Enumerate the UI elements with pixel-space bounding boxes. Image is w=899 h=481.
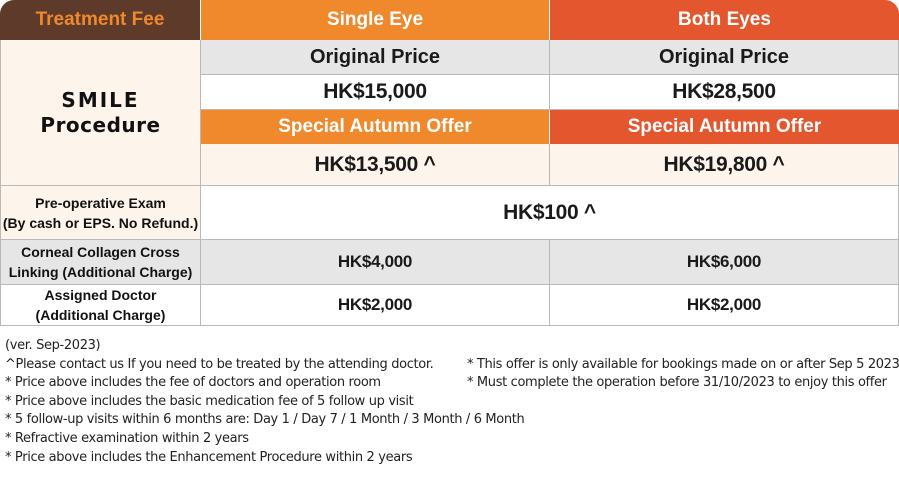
cross-linking-both	[550, 240, 899, 285]
footnote-line: * Price above includes the fee of doctors and operation room	[5, 375, 381, 391]
header-single-eye	[201, 0, 550, 40]
smile-procedure-cell	[0, 40, 201, 186]
offer-price-both-value: HK$19,800 ^	[663, 152, 785, 176]
cross-linking-single-value: HK$4,000	[337, 252, 413, 271]
procedure-title: Procedure	[40, 112, 161, 137]
header-treatment-fee	[0, 0, 201, 40]
assigned-doctor-label-line2: (Additional Charge)	[35, 307, 166, 323]
special-offer-label-single-text: Special Autumn Offer	[278, 116, 472, 137]
assigned-doctor-single	[201, 285, 550, 326]
footnote-line: ^Please contact us If you need to be treated by the attending doctor.	[5, 356, 434, 372]
header-both-eyes-label: Both Eyes	[678, 9, 771, 30]
cross-linking-label-line2: Linking (Additional Charge)	[8, 264, 193, 280]
offer-note-line: * This offer is only available for bookings made on or after Sep 5 2023	[467, 356, 899, 372]
special-offer-label-single	[201, 110, 550, 144]
offer-price-both	[550, 144, 899, 186]
assigned-doctor-single-value: HK$2,000	[337, 295, 413, 314]
cross-linking-label-line1: Corneal Collagen Cross	[21, 244, 180, 260]
original-price-label-both-text: Original Price	[658, 45, 790, 68]
footnotes-left	[5, 337, 524, 467]
assigned-doctor-both-value: HK$2,000	[686, 295, 762, 314]
special-offer-label-both-text: Special Autumn Offer	[627, 116, 822, 137]
original-price-label-single-text: Original Price	[309, 45, 441, 68]
assigned-doctor-label-line1: Assigned Doctor	[44, 287, 157, 303]
footnote-line: * Refractive examination within 2 years	[5, 430, 249, 446]
footnote-line: * 5 follow-up visits within 6 months are: Day 1 / Day 7 / 1 Month / 3 Month / 6 Month	[5, 412, 525, 428]
pre-op-exam-label-cell	[0, 186, 201, 240]
smile-title: SMILE	[61, 87, 140, 112]
original-price-both-value: HK$28,500	[672, 80, 776, 103]
footnotes-right	[467, 356, 899, 393]
special-offer-label-both	[550, 110, 899, 144]
header-single-eye-label: Single Eye	[326, 9, 424, 30]
assigned-doctor-both	[550, 285, 899, 326]
cross-linking-label-cell	[0, 240, 201, 285]
assigned-doctor-label-cell	[0, 285, 201, 326]
offer-price-single-value: HK$13,500 ^	[314, 152, 436, 176]
original-price-single-value: HK$15,000	[323, 80, 427, 103]
footnote-line: * Price above includes the basic medication fee of 5 follow up visit	[5, 393, 414, 409]
original-price-both	[550, 75, 899, 110]
header-treatment-fee-label: Treatment Fee	[35, 9, 165, 30]
cross-linking-both-value: HK$6,000	[686, 252, 762, 271]
footnote-version: (ver. Sep-2023)	[5, 338, 101, 353]
pre-op-exam-price	[201, 186, 899, 240]
footnote-line: * Price above includes the Enhancement Procedure within 2 years	[5, 449, 413, 465]
offer-note-line: * Must complete the operation before 31/10/2023 to enjoy this offer	[467, 375, 887, 391]
offer-price-single	[201, 144, 550, 186]
original-price-single	[201, 75, 550, 110]
header-both-eyes	[550, 0, 899, 40]
original-price-label-single	[201, 40, 550, 75]
pre-op-exam-price-value: HK$100 ^	[503, 200, 596, 224]
original-price-label-both	[550, 40, 899, 75]
cross-linking-single	[201, 240, 550, 285]
pre-op-exam-label-line1: Pre-operative Exam	[35, 194, 166, 211]
pre-op-exam-label-line2: (By cash or EPS. No Refund.)	[2, 214, 199, 231]
